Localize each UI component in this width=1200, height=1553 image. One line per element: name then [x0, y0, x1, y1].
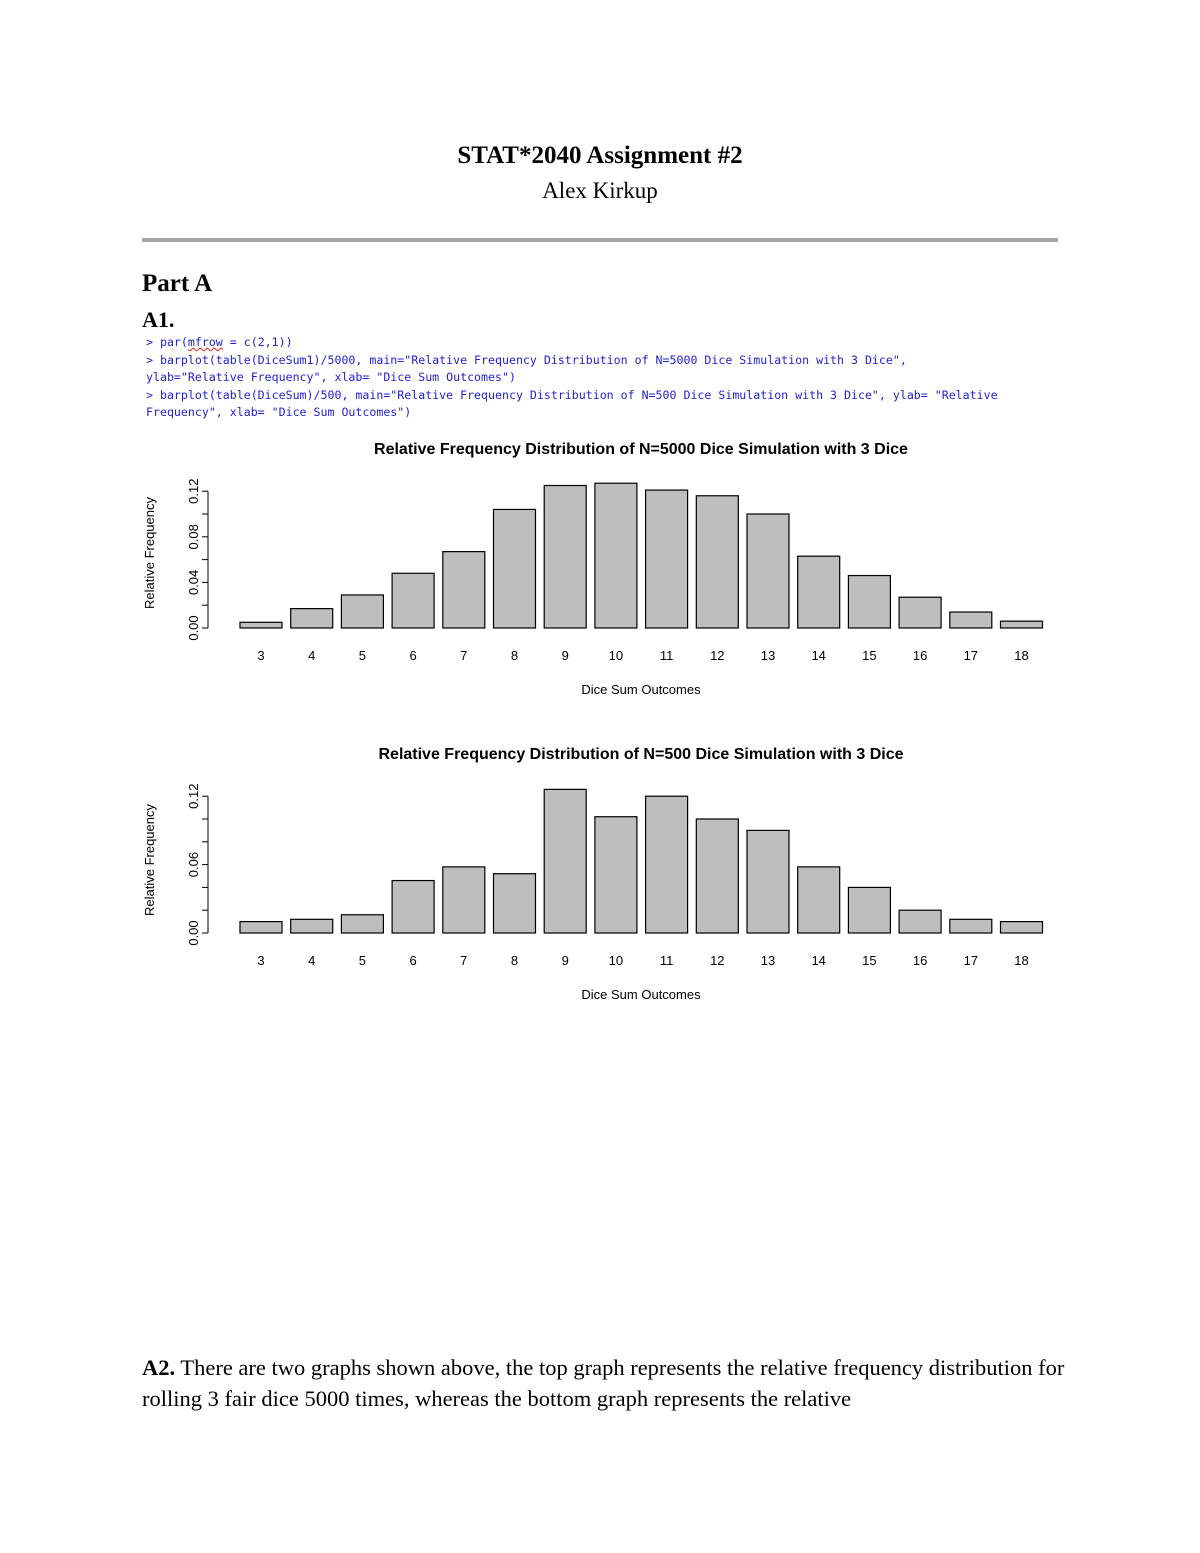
question-a1-label: A1. [142, 307, 175, 332]
r-code-block [146, 334, 1066, 422]
bar-5 [341, 595, 383, 628]
x-axis-label: Dice Sum Outcomes [581, 682, 701, 697]
x-tick-label: 10 [608, 648, 624, 663]
code-line-3: ylab="Relative Frequency", xlab= "Dice Sum Outcomes") [146, 370, 516, 384]
bar-7 [443, 867, 485, 933]
bar-17 [950, 919, 992, 933]
x-tick-label: 8 [510, 648, 519, 663]
author-name: Alex Kirkup [542, 178, 658, 203]
x-tick-label: 3 [257, 648, 265, 663]
chart-n5000-svg [130, 430, 1060, 715]
y-tick-label: 0.06 [186, 851, 201, 878]
bar-13 [747, 830, 789, 933]
y-tick-label: 0.00 [186, 920, 201, 946]
x-tick-label: 16 [912, 953, 928, 968]
x-tick-label: 14 [811, 953, 826, 968]
x-tick-label: 16 [912, 648, 928, 663]
x-tick-label: 12 [710, 953, 725, 968]
code-line-5: Frequency", xlab= "Dice Sum Outcomes") [146, 405, 412, 419]
x-tick-label: 15 [862, 953, 877, 968]
x-tick-label: 11 [659, 648, 674, 663]
y-axis-label: Relative Frequency [142, 497, 157, 609]
bar-11 [646, 796, 688, 933]
document-title: STAT*2040 Assignment #2 [457, 142, 743, 169]
bar-6 [392, 881, 434, 933]
bar-10 [595, 483, 637, 628]
bar-16 [899, 597, 941, 628]
y-tick-label: 0.04 [186, 569, 201, 596]
y-tick-label: 0.00 [186, 615, 201, 641]
bar-17 [950, 612, 992, 628]
bar-18 [1001, 621, 1043, 628]
bar-8 [494, 874, 536, 933]
x-tick-label: 12 [710, 648, 725, 663]
bar-5 [341, 915, 383, 933]
bar-7 [443, 552, 485, 628]
y-tick-label: 0.12 [186, 478, 201, 504]
bar-9 [544, 486, 586, 629]
x-tick-label: 14 [811, 648, 826, 663]
x-tick-label: 8 [510, 953, 519, 968]
x-tick-label: 11 [659, 953, 674, 968]
code-line-2: > barplot(table(DiceSum1)/5000, main="Relative Frequency Distribution of N=5000 Dice Simulation with 3 Dice", [146, 352, 907, 367]
bar-12 [696, 496, 738, 628]
x-tick-label: 7 [460, 953, 468, 968]
bar-18 [1001, 922, 1043, 933]
bar-15 [848, 576, 890, 628]
x-axis-label: Dice Sum Outcomes [581, 987, 701, 1002]
x-tick-label: 13 [760, 648, 776, 663]
x-tick-label: 18 [1014, 953, 1029, 968]
bar-13 [747, 514, 789, 628]
bar-3 [240, 622, 282, 628]
x-tick-label: 7 [460, 648, 468, 663]
bar-6 [392, 573, 434, 628]
chart-n500 [130, 735, 1060, 1025]
y-tick-label: 0.08 [186, 524, 201, 550]
bar-8 [494, 509, 536, 628]
question-a2-text: There are two graphs shown above, the top graph represents the relative frequency distribution for rolling 3 fair dice 5000 times, whereas the bottom graph represents the relative [142, 1355, 1065, 1411]
x-tick-label: 9 [561, 953, 569, 968]
y-tick-label: 0.12 [186, 783, 201, 809]
chart-n5000 [130, 430, 1060, 720]
bar-15 [848, 887, 890, 933]
horizontal-rule [142, 238, 1058, 242]
code-line-1: > par(mfrow = c(2,1)) [146, 335, 293, 349]
y-axis-label: Relative Frequency [142, 804, 157, 916]
x-tick-label: 9 [561, 648, 569, 663]
x-tick-label: 17 [963, 953, 979, 968]
question-a2-paragraph [142, 1352, 1072, 1414]
x-tick-label: 15 [862, 648, 877, 663]
question-a2-label: A2. [142, 1355, 176, 1380]
bar-4 [291, 609, 333, 628]
x-tick-label: 4 [308, 953, 316, 968]
bar-11 [646, 490, 688, 628]
x-tick-label: 13 [760, 953, 776, 968]
x-tick-label: 4 [308, 648, 316, 663]
bar-16 [899, 910, 941, 933]
bar-3 [240, 922, 282, 933]
part-heading: Part A [142, 270, 213, 297]
chart-title: Relative Frequency Distribution of N=5000 Dice Simulation with 3 Dice [374, 441, 908, 458]
x-tick-label: 18 [1014, 648, 1029, 663]
bar-12 [696, 819, 738, 933]
x-tick-label: 5 [358, 648, 367, 663]
x-tick-label: 6 [409, 648, 417, 663]
bar-14 [798, 556, 840, 628]
chart-title: Relative Frequency Distribution of N=500 Dice Simulation with 3 Dice [378, 746, 904, 763]
x-tick-label: 17 [963, 648, 979, 663]
x-tick-label: 5 [358, 953, 367, 968]
bar-10 [595, 817, 637, 933]
code-line-4: > barplot(table(DiceSum)/500, main="Relative Frequency Distribution of N=500 Dice Simulation with 3 Dice", ylab= "Relative [146, 387, 998, 402]
bar-14 [798, 867, 840, 933]
x-tick-label: 6 [409, 953, 417, 968]
x-tick-label: 3 [257, 953, 265, 968]
chart-n500-svg [130, 735, 1060, 1020]
x-tick-label: 10 [608, 953, 624, 968]
bar-4 [291, 919, 333, 933]
spellcheck-word: mfrow [187, 335, 223, 349]
bar-9 [544, 789, 586, 933]
